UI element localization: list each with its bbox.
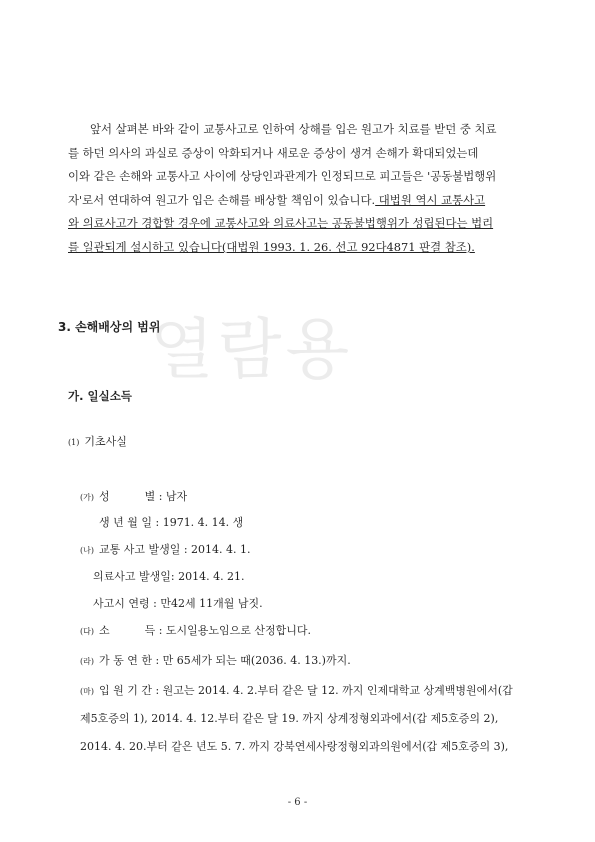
fact-birthdate: 생 년 월 일 : 1971. 4. 14. 생 [99, 516, 244, 529]
fact-text: 교통 사고 발생일 : 2014. 4. 1. [98, 543, 251, 556]
fact-hospitalization-continued: 제5호증의 1), 2014. 4. 12.부터 같은 달 19. 까지 상계정형외과에서(갑 제5호증의 2), [80, 712, 499, 725]
item-number: (라) [80, 657, 94, 666]
item-number: (1) [68, 438, 80, 447]
fact-age: 사고시 연령 : 만42세 11개월 남짓. [93, 597, 263, 610]
fact-traffic-accident-date [80, 541, 251, 557]
item-number: (가) [80, 493, 94, 502]
section-heading: 3. 손해배상의 범위 [58, 320, 161, 334]
watermark: 열람용 [150, 311, 354, 388]
paragraph-text: 자'로서 연대하여 원고가 입은 손해를 배상할 책임이 있습니다. [68, 192, 376, 207]
paragraph-line [68, 189, 532, 213]
underlined-citation: 와 의료사고가 경합할 경우에 교통사고와 의료사고는 공동불법행위가 성립된다는 법리 [68, 216, 494, 231]
fact-medical-accident-date: 의료사고 발생일: 2014. 4. 21. [93, 570, 245, 583]
body-paragraph [68, 118, 532, 260]
fact-text: 성 별 : 남자 [98, 490, 188, 503]
paragraph-line: 앞서 살펴본 바와 같이 교통사고로 인하여 상해를 입은 원고가 치료를 받던 중 치료 [90, 122, 497, 136]
item-number: (다) [80, 627, 94, 636]
item-basic-facts [68, 433, 127, 449]
fact-gender [80, 488, 187, 504]
item-number: (마) [80, 687, 94, 696]
fact-text: 가 동 연 한 : 만 65세가 되는 때(2036. 4. 13.)까지. [98, 654, 351, 667]
item-label: 기초사실 [84, 435, 127, 448]
fact-text: 소 득 : 도시일용노임으로 산정합니다. [98, 624, 312, 637]
paragraph-line: 를 하던 의사의 과실로 증상이 악화되거나 새로운 증상이 생겨 손해가 확대되었는데 [68, 145, 479, 160]
subsection-heading: 가. 일실소득 [68, 389, 132, 403]
fact-income [80, 622, 311, 638]
fact-working-age-limit [80, 652, 351, 668]
underlined-citation: 대법원 역시 교통사고 [375, 192, 486, 207]
fact-hospitalization-continued: 2014. 4. 20.부터 같은 년도 5. 7. 까지 강북연세사랑정형외과의원에서(갑 제5호증의 3), [80, 740, 509, 753]
underlined-citation: 를 일관되게 설시하고 있습니다(대법원 1993. 1. 26. 선고 92다4871 판결 참조). [68, 239, 475, 254]
page-number: - 6 - [287, 797, 308, 808]
fact-hospitalization [80, 682, 513, 698]
paragraph-line: 이와 같은 손해와 교통사고 사이에 상당인과관계가 인정되므로 피고들은 '공동불법행위 [68, 169, 497, 184]
fact-text: 입 원 기 간 : 원고는 2014. 4. 2.부터 같은 달 12. 까지 인제대학교 상계백병원에서(갑 [98, 684, 513, 697]
item-number: (나) [80, 546, 94, 555]
